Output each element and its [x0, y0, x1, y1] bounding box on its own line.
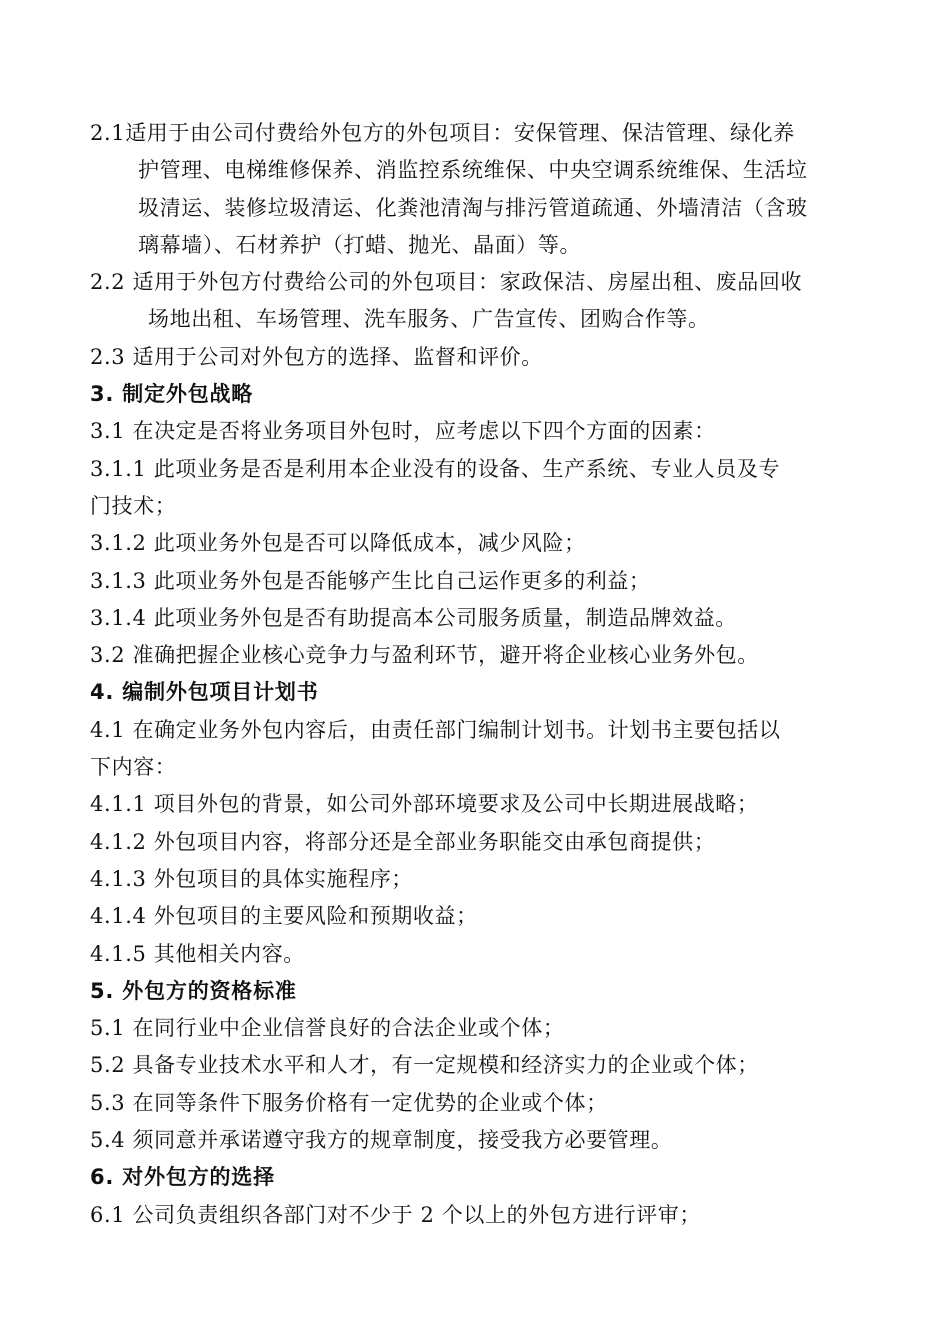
clause-3-1: 3.1 在决定是否将业务项目外包时，应考虑以下四个方面的因素：	[90, 419, 716, 444]
clause-2-2-line-1: 2.2 适用于外包方付费给公司的外包项目：家政保洁、房屋出租、废品回收	[90, 270, 803, 295]
clause-2-1-line-2: 护管理、电梯维修保养、消监控系统维保、中央空调系统维保、生活垃	[138, 158, 808, 183]
clause-5-3: 5.3 在同等条件下服务价格有一定优势的企业或个体；	[90, 1090, 608, 1115]
section-6-heading: 6. 对外包方的选择	[90, 1165, 275, 1190]
clause-4-1-5: 4.1.5 其他相关内容。	[90, 941, 305, 966]
clause-4-1-1: 4.1.1 项目外包的背景，如公司外部环境要求及公司中长期进展战略；	[90, 792, 759, 817]
clause-4-1-3: 4.1.3 外包项目的具体实施程序；	[90, 866, 413, 891]
clause-5-4: 5.4 须同意并承诺遵守我方的规章制度，接受我方必要管理。	[90, 1128, 673, 1153]
clause-3-2: 3.2 准确把握企业核心竞争力与盈利环节，避开将企业核心业务外包。	[90, 643, 759, 668]
clause-2-1-line-1: 2.1适用于由公司付费给外包方的外包项目：安保管理、保洁管理、绿化养	[90, 121, 795, 145]
clause-3-1-3: 3.1.3 此项业务外包是否能够产生比自己运作更多的利益；	[90, 568, 651, 593]
clause-4-1-4: 4.1.4 外包项目的主要风险和预期收益；	[90, 904, 478, 929]
clause-5-1: 5.1 在同行业中企业信誉良好的合法企业或个体；	[90, 1016, 565, 1041]
clause-2-2-line-2: 场地出租、车场管理、洗车服务、广告宣传、团购合作等。	[148, 307, 710, 332]
section-4-heading: 4. 编制外包项目计划书	[90, 680, 319, 705]
clause-5-2: 5.2 具备专业技术水平和人才，有一定规模和经济实力的企业或个体；	[90, 1053, 759, 1078]
clause-6-1: 6.1 公司负责组织各部门对不少于 2 个以上的外包方进行评审；	[90, 1202, 701, 1227]
clause-4-1-2: 4.1.2 外包项目内容，将部分还是全部业务职能交由承包商提供；	[90, 829, 716, 854]
document-body	[90, 115, 870, 1234]
section-3-heading: 3. 制定外包战略	[90, 382, 254, 407]
clause-3-1-2: 3.1.2 此项业务外包是否可以降低成本，减少风险；	[90, 531, 586, 556]
clause-2-3: 2.3 适用于公司对外包方的选择、监督和评价。	[90, 344, 543, 369]
clause-4-1-line-2: 下内容：	[90, 755, 177, 780]
clause-2-1-line-3: 圾清运、装修垃圾清运、化粪池清淘与排污管道疏通、外墙清洁（含玻	[138, 195, 808, 220]
clause-3-1-4: 3.1.4 此项业务外包是否有助提高本公司服务质量，制造品牌效益。	[90, 605, 737, 630]
section-5-heading: 5. 外包方的资格标准	[90, 978, 297, 1003]
clause-2-1-line-4: 璃幕墙）、石材养护（打蜡、抛光、晶面）等。	[138, 232, 582, 257]
clause-4-1-line-1: 4.1 在确定业务外包内容后，由责任部门编制计划书。计划书主要包括以	[90, 717, 781, 742]
clause-3-1-1-line-1: 3.1.1 此项业务是否是利用本企业没有的设备、生产系统、专业人员及专	[90, 456, 781, 481]
clause-3-1-1-line-2: 门技术；	[90, 493, 177, 518]
